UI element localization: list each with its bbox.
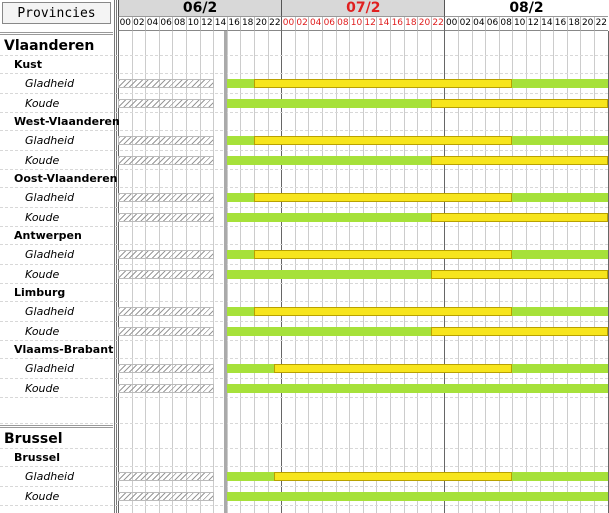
province-label: Vlaams-Brabant <box>14 343 114 356</box>
normal-bar-green[interactable] <box>227 492 608 501</box>
region-label: Vlaanderen <box>4 38 95 54</box>
hour-label: 10 <box>186 17 200 31</box>
normal-bar-green[interactable] <box>227 193 254 202</box>
hour-label: 02 <box>458 17 472 31</box>
region-label: Brussel <box>4 431 63 447</box>
normal-bar-green[interactable] <box>227 250 254 259</box>
hour-label: 06 <box>322 17 336 31</box>
row-separator <box>0 397 608 398</box>
hour-label: 00 <box>444 17 458 31</box>
normal-bar-green[interactable] <box>227 384 608 393</box>
normal-bar-green[interactable] <box>227 79 254 88</box>
province-label: Antwerpen <box>14 229 82 242</box>
hour-label: 06 <box>159 17 173 31</box>
parameter-label: Gladheid <box>25 248 75 261</box>
normal-bar-green[interactable] <box>512 136 607 145</box>
day-header-1: 07/2 <box>281 0 444 17</box>
parameter-label: Koude <box>25 381 60 395</box>
warning-bar-yellow[interactable] <box>431 213 608 222</box>
normal-bar-green[interactable] <box>227 327 431 336</box>
province-label: Limburg <box>14 286 66 299</box>
parameter-label: Gladheid <box>25 134 75 147</box>
hour-label: 04 <box>308 17 322 31</box>
normal-bar-green[interactable] <box>227 156 431 165</box>
hour-label: 22 <box>431 17 445 31</box>
past-hatch <box>118 213 214 222</box>
parameter-label: Koude <box>25 324 60 338</box>
hour-label: 08 <box>336 17 350 31</box>
hour-label: 20 <box>417 17 431 31</box>
parameter-label: Koude <box>25 153 60 167</box>
parameter-label: Gladheid <box>25 77 75 90</box>
province-label: Brussel <box>14 451 60 464</box>
parameter-label: Koude <box>25 489 60 503</box>
province-label: Kust <box>14 58 42 71</box>
past-hatch <box>118 270 214 279</box>
normal-bar-green[interactable] <box>227 136 254 145</box>
hour-label: 14 <box>376 17 390 31</box>
hour-label: 16 <box>390 17 404 31</box>
hour-label: 18 <box>240 17 254 31</box>
warning-bar-yellow[interactable] <box>254 307 512 316</box>
province-label: West-Vlaanderen <box>14 115 120 128</box>
hour-label: 12 <box>526 17 540 31</box>
hour-label: 12 <box>363 17 377 31</box>
warning-bar-yellow[interactable] <box>431 327 608 336</box>
province-label: Oost-Vlaanderen <box>14 172 118 185</box>
normal-bar-green[interactable] <box>227 213 431 222</box>
hour-label: 02 <box>132 17 146 31</box>
past-hatch <box>118 492 214 501</box>
hour-label: 06 <box>485 17 499 31</box>
warning-bar-yellow[interactable] <box>254 79 512 88</box>
hour-label: 12 <box>200 17 214 31</box>
past-hatch <box>118 136 214 145</box>
past-hatch <box>118 250 214 259</box>
warning-bar-yellow[interactable] <box>254 193 512 202</box>
past-hatch <box>118 364 214 373</box>
hour-label: 22 <box>594 17 608 31</box>
hour-label: 10 <box>349 17 363 31</box>
normal-bar-green[interactable] <box>227 270 431 279</box>
parameter-label: Gladheid <box>25 305 75 318</box>
parameter-label: Gladheid <box>25 191 75 204</box>
past-hatch <box>118 472 214 481</box>
warning-bar-yellow[interactable] <box>254 250 512 259</box>
hour-label: 08 <box>499 17 513 31</box>
past-hatch <box>118 327 214 336</box>
warning-bar-yellow[interactable] <box>431 99 608 108</box>
past-hatch <box>118 307 214 316</box>
row-separator <box>0 505 608 506</box>
warning-bar-yellow[interactable] <box>274 472 512 481</box>
parameter-label: Gladheid <box>25 362 75 375</box>
past-hatch <box>118 79 214 88</box>
hour-label: 04 <box>472 17 486 31</box>
normal-bar-green[interactable] <box>512 364 607 373</box>
hour-label: 20 <box>580 17 594 31</box>
normal-bar-green[interactable] <box>227 307 254 316</box>
hour-label: 16 <box>553 17 567 31</box>
warning-bar-yellow[interactable] <box>254 136 512 145</box>
label-grid-separator <box>114 0 115 513</box>
normal-bar-green[interactable] <box>227 364 275 373</box>
parameter-label: Koude <box>25 267 60 281</box>
warning-bar-yellow[interactable] <box>431 270 608 279</box>
parameter-label: Gladheid <box>25 470 75 483</box>
past-hatch <box>118 99 214 108</box>
hour-label: 20 <box>254 17 268 31</box>
now-marker-line <box>224 31 227 513</box>
past-hatch <box>118 384 214 393</box>
provinces-header-title: Provincies <box>2 2 111 24</box>
normal-bar-green[interactable] <box>512 307 607 316</box>
hour-label: 00 <box>118 17 132 31</box>
warning-bar-yellow[interactable] <box>274 364 512 373</box>
hour-label: 18 <box>404 17 418 31</box>
normal-bar-green[interactable] <box>227 99 431 108</box>
day-header-0: 06/2 <box>118 0 281 17</box>
hour-label: 14 <box>540 17 554 31</box>
hour-label: 18 <box>567 17 581 31</box>
past-hatch <box>118 193 214 202</box>
hour-label: 10 <box>512 17 526 31</box>
normal-bar-green[interactable] <box>512 193 607 202</box>
hour-label: 04 <box>145 17 159 31</box>
hour-label: 08 <box>172 17 186 31</box>
hour-label: 02 <box>295 17 309 31</box>
hour-label: 14 <box>213 17 227 31</box>
hour-label: 22 <box>268 17 282 31</box>
day-divider-line <box>608 31 609 513</box>
hour-label: 00 <box>281 17 295 31</box>
hour-label: 16 <box>227 17 241 31</box>
warning-bar-yellow[interactable] <box>431 156 608 165</box>
label-grid-separator-inner <box>116 0 117 513</box>
normal-bar-green[interactable] <box>227 472 275 481</box>
parameter-label: Koude <box>25 210 60 224</box>
normal-bar-green[interactable] <box>512 79 607 88</box>
day-header-2: 08/2 <box>444 0 607 17</box>
normal-bar-green[interactable] <box>512 472 607 481</box>
past-hatch <box>118 156 214 165</box>
normal-bar-green[interactable] <box>512 250 607 259</box>
parameter-label: Koude <box>25 96 60 110</box>
